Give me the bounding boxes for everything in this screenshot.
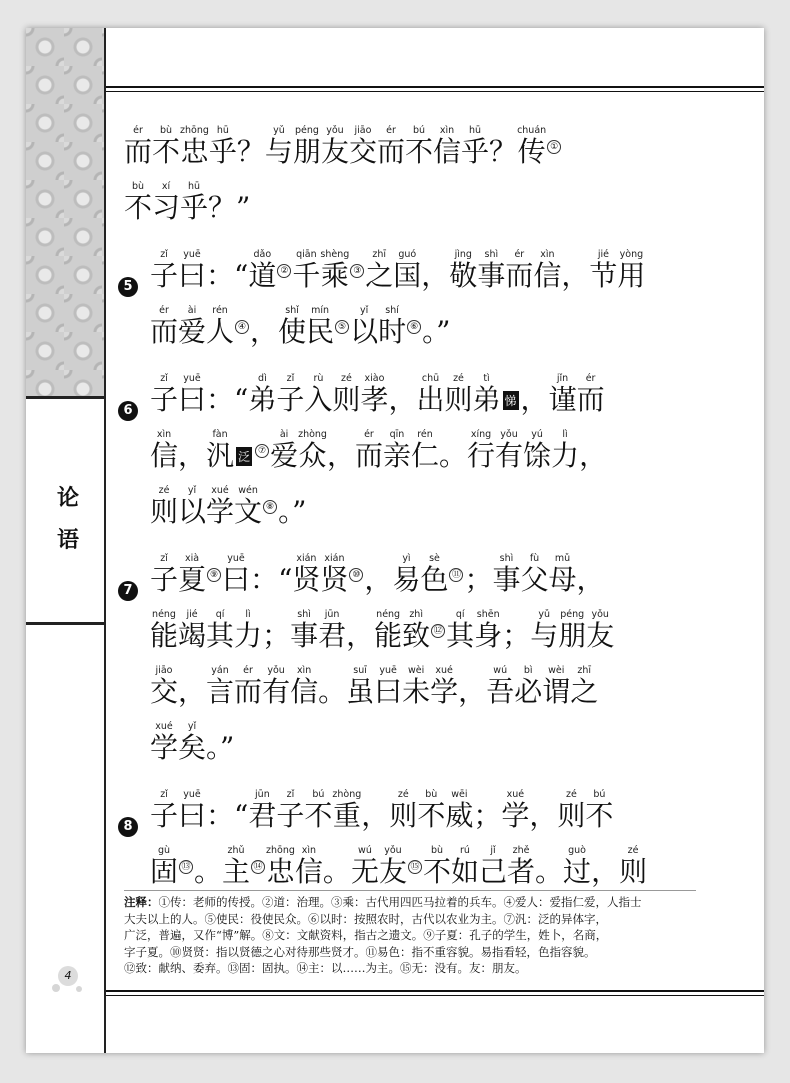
- character-with-pinyin: 则zé: [332, 373, 361, 416]
- character-with-pinyin: 重zhòng: [332, 789, 362, 832]
- character-with-pinyin: 无wú: [350, 845, 379, 888]
- character-with-pinyin: 夏xià: [178, 553, 207, 596]
- character-with-pinyin: 其qí: [206, 609, 235, 652]
- character-with-pinyin: 爱ài: [178, 305, 207, 348]
- character-with-pinyin: 节jié: [589, 249, 618, 292]
- character-with-pinyin: 而ér: [576, 373, 605, 416]
- character-with-pinyin: 君jūn: [318, 609, 347, 652]
- character-with-pinyin: 不bú: [304, 789, 333, 832]
- top-rule: [106, 86, 764, 88]
- character-with-pinyin: 忠zhōng: [266, 845, 295, 888]
- character-with-pinyin: 事shì: [492, 553, 521, 596]
- character-with-pinyin: 不bú: [585, 789, 614, 832]
- character-with-pinyin: 贤xián: [292, 553, 321, 596]
- character-with-pinyin: 友yǒu: [320, 125, 349, 168]
- punctuation: ？: [489, 135, 518, 168]
- character-with-pinyin: 事shì: [290, 609, 319, 652]
- margin-rule: [26, 622, 104, 625]
- footnote-marker: ⑨: [207, 568, 221, 582]
- footnote-marker: ⑪: [449, 568, 463, 582]
- character-with-pinyin: 弟tì: [472, 373, 501, 416]
- annotation-line: 大夫以上的人。⑤使民：役使民众。⑥以时：按照农时，古代以农业为主。⑦汎：泛的异体字，: [124, 911, 607, 926]
- character-with-pinyin: 入rù: [304, 373, 333, 416]
- variant-character: 悌: [503, 391, 519, 410]
- passage: [124, 372, 724, 540]
- character-with-pinyin: 使shǐ: [278, 305, 307, 348]
- character-with-pinyin: 时shí: [378, 305, 407, 348]
- page-number: 4: [58, 966, 78, 986]
- character-with-pinyin: 习xí: [152, 181, 181, 224]
- character-with-pinyin: 信xìn: [433, 125, 462, 168]
- top-rule: [106, 91, 764, 92]
- book-page: [26, 28, 764, 1053]
- text-line: [124, 664, 724, 720]
- character-with-pinyin: 己jǐ: [479, 845, 508, 888]
- passage-number: 7: [118, 581, 138, 601]
- footnote-marker: ⑩: [349, 568, 363, 582]
- character-with-pinyin: 而ér: [376, 125, 405, 168]
- punctuation: ，: [346, 619, 375, 652]
- punctuation: ？: [236, 135, 265, 168]
- character-with-pinyin: 必bì: [514, 665, 543, 708]
- character-with-pinyin: 交jiāo: [150, 665, 179, 708]
- annotations: [124, 890, 696, 977]
- punctuation: ：: [250, 563, 279, 596]
- character-with-pinyin: 子zǐ: [150, 249, 179, 292]
- character-with-pinyin: 之zhī: [570, 665, 599, 708]
- character-with-pinyin: 馀yú: [523, 429, 552, 472]
- character-with-pinyin: 爱ài: [270, 429, 299, 472]
- punctuation: ，: [326, 439, 355, 472]
- decorative-dot: [76, 986, 82, 992]
- passage-number: 5: [118, 277, 138, 297]
- character-with-pinyin: 子zǐ: [276, 789, 305, 832]
- character-with-pinyin: 与yǔ: [530, 609, 559, 652]
- text-line: [124, 788, 724, 844]
- character-with-pinyin: 朋péng: [558, 609, 587, 652]
- text-line: [124, 124, 724, 180]
- character-with-pinyin: 之zhī: [365, 249, 394, 292]
- character-with-pinyin: 身shēn: [474, 609, 503, 652]
- footnote-marker: ⑭: [251, 860, 265, 874]
- footnote-marker: ⑮: [408, 860, 422, 874]
- footnote-marker: ②: [277, 264, 291, 278]
- character-with-pinyin: 贤xián: [320, 553, 349, 596]
- character-with-pinyin: 其qí: [446, 609, 475, 652]
- character-with-pinyin: 友yǒu: [586, 609, 615, 652]
- punctuation: ，: [579, 439, 608, 472]
- footnote-marker: ④: [235, 320, 249, 334]
- punctuation: ，: [591, 855, 620, 888]
- footnote-marker: ⑦: [255, 444, 269, 458]
- character-with-pinyin: 过guò: [563, 845, 592, 888]
- annotation-line: 字子夏。⑩贤贤：指以贤德之心对待那些贤才。⑪易色：指不重容貌。易指看轻，色指容貌。: [124, 944, 596, 959]
- punctuation: ；: [464, 563, 493, 596]
- character-with-pinyin: 而ér: [124, 125, 153, 168]
- character-with-pinyin: 道dǎo: [248, 249, 277, 292]
- punctuation: ；: [262, 619, 291, 652]
- book-title-char: 语: [56, 528, 79, 553]
- character-with-pinyin: 信xìn: [150, 429, 179, 472]
- character-with-pinyin: 民mín: [306, 305, 335, 348]
- text-line: [124, 304, 724, 360]
- punctuation: 。: [318, 675, 347, 708]
- character-with-pinyin: 仁rén: [410, 429, 439, 472]
- character-with-pinyin: 谨jǐn: [548, 373, 577, 416]
- punctuation: 。: [194, 855, 223, 888]
- punctuation: 。”: [206, 731, 235, 764]
- annotations-label: 注释：: [124, 895, 159, 909]
- passage: [124, 788, 724, 900]
- character-with-pinyin: 易yì: [392, 553, 421, 596]
- character-with-pinyin: 学xué: [430, 665, 459, 708]
- character-with-pinyin: 子zǐ: [150, 789, 179, 832]
- punctuation: ，: [178, 439, 207, 472]
- character-with-pinyin: 不bú: [405, 125, 434, 168]
- character-with-pinyin: 能néng: [374, 609, 403, 652]
- passage: [124, 552, 724, 776]
- punctuation: ：: [206, 383, 235, 416]
- punctuation: 。”: [278, 495, 307, 528]
- character-with-pinyin: 与yǔ: [264, 125, 293, 168]
- text-line: [124, 608, 724, 664]
- character-with-pinyin: 汎fàn: [206, 429, 235, 472]
- character-with-pinyin: 未wèi: [402, 665, 431, 708]
- character-with-pinyin: 不bù: [422, 845, 451, 888]
- character-with-pinyin: 国guó: [393, 249, 422, 292]
- punctuation: ，: [361, 799, 390, 832]
- footnote-marker: ⑬: [179, 860, 193, 874]
- character-with-pinyin: 学xué: [206, 485, 235, 528]
- bottom-rule: [106, 990, 764, 992]
- footnote-marker: ③: [350, 264, 364, 278]
- character-with-pinyin: 母mǔ: [548, 553, 577, 596]
- character-with-pinyin: 学xué: [150, 721, 179, 764]
- punctuation: ，: [364, 563, 393, 596]
- main-text: [124, 124, 724, 900]
- character-with-pinyin: 力lì: [551, 429, 580, 472]
- character-with-pinyin: 子zǐ: [276, 373, 305, 416]
- character-with-pinyin: 不bù: [417, 789, 446, 832]
- variant-character: 泛: [236, 447, 252, 466]
- text-line: [124, 248, 724, 304]
- character-with-pinyin: 用yòng: [617, 249, 646, 292]
- character-with-pinyin: 曰yuē: [178, 789, 207, 832]
- character-with-pinyin: 主zhǔ: [222, 845, 251, 888]
- text-line: [124, 180, 724, 236]
- punctuation: ；: [473, 799, 502, 832]
- character-with-pinyin: 矣yǐ: [178, 721, 207, 764]
- character-with-pinyin: 交jiāo: [348, 125, 377, 168]
- punctuation: 。: [535, 855, 564, 888]
- character-with-pinyin: 者zhě: [507, 845, 536, 888]
- text-line: [124, 484, 724, 540]
- text-line: [124, 552, 724, 608]
- margin-rule: [26, 396, 104, 399]
- character-with-pinyin: 则zé: [619, 845, 648, 888]
- passage: [124, 248, 724, 360]
- punctuation: ，: [576, 563, 605, 596]
- character-with-pinyin: 乎hū: [208, 125, 237, 168]
- character-with-pinyin: 众zhòng: [298, 429, 327, 472]
- footnote-marker: ①: [547, 140, 561, 154]
- punctuation: ，: [520, 383, 549, 416]
- character-with-pinyin: 吾wú: [486, 665, 515, 708]
- character-with-pinyin: 信xìn: [294, 845, 323, 888]
- character-with-pinyin: 友yǒu: [378, 845, 407, 888]
- character-with-pinyin: 则zé: [444, 373, 473, 416]
- text-line: [124, 428, 724, 484]
- punctuation: 。: [439, 439, 468, 472]
- character-with-pinyin: 亲qīn: [382, 429, 411, 472]
- character-with-pinyin: 有yǒu: [262, 665, 291, 708]
- annotation-line: ⑫致：献纳、委弃。⑬固：固执。⑭主：以……为主。⑮无：没有。友：朋友。: [124, 961, 527, 975]
- character-with-pinyin: 千qiān: [292, 249, 321, 292]
- character-with-pinyin: 事shì: [477, 249, 506, 292]
- character-with-pinyin: 如rú: [450, 845, 479, 888]
- character-with-pinyin: 曰yuē: [222, 553, 251, 596]
- book-title-char: 论: [56, 486, 79, 511]
- footnote-marker: ⑫: [431, 624, 445, 638]
- annotation-line: ①传：老师的传授。②道：治理。③乘：古代用四匹马拉着的兵车。④爱人：爱指仁爱，人指士: [158, 895, 642, 909]
- character-with-pinyin: 朋péng: [292, 125, 321, 168]
- footnote-marker: ⑧: [263, 500, 277, 514]
- character-with-pinyin: 文wén: [234, 485, 263, 528]
- punctuation: ，: [421, 259, 450, 292]
- punctuation: “: [278, 563, 293, 596]
- character-with-pinyin: 言yán: [206, 665, 235, 708]
- character-with-pinyin: 而ér: [150, 305, 179, 348]
- character-with-pinyin: 学xué: [501, 789, 530, 832]
- punctuation: “: [234, 799, 249, 832]
- punctuation: ？”: [208, 191, 251, 224]
- character-with-pinyin: 有yǒu: [495, 429, 524, 472]
- character-with-pinyin: 曰yuē: [178, 373, 207, 416]
- punctuation: 。”: [422, 315, 451, 348]
- punctuation: ：“: [206, 259, 249, 292]
- character-with-pinyin: 则zé: [557, 789, 586, 832]
- footnote-marker: ⑤: [335, 320, 349, 334]
- decorative-dot: [52, 984, 60, 992]
- character-with-pinyin: 人rén: [206, 305, 235, 348]
- character-with-pinyin: 弟dì: [248, 373, 277, 416]
- passage: [124, 124, 724, 236]
- punctuation: ，: [458, 675, 487, 708]
- book-title: [48, 478, 88, 562]
- character-with-pinyin: 曰yuē: [374, 665, 403, 708]
- character-with-pinyin: 父fù: [520, 553, 549, 596]
- character-with-pinyin: 威wēi: [445, 789, 474, 832]
- margin-line: [104, 28, 106, 1053]
- character-with-pinyin: 敬jìng: [449, 249, 478, 292]
- character-with-pinyin: 信xìn: [533, 249, 562, 292]
- character-with-pinyin: 力lì: [234, 609, 263, 652]
- decorative-pattern: [26, 28, 106, 396]
- character-with-pinyin: 谓wèi: [542, 665, 571, 708]
- character-with-pinyin: 能néng: [150, 609, 179, 652]
- punctuation: ，: [250, 315, 279, 348]
- character-with-pinyin: 则zé: [150, 485, 179, 528]
- character-with-pinyin: 子zǐ: [150, 553, 179, 596]
- character-with-pinyin: 子zǐ: [150, 373, 179, 416]
- character-with-pinyin: 竭jié: [178, 609, 207, 652]
- character-with-pinyin: 孝xiào: [360, 373, 389, 416]
- character-with-pinyin: 不bù: [152, 125, 181, 168]
- character-with-pinyin: 虽suī: [346, 665, 375, 708]
- character-with-pinyin: 乎hū: [180, 181, 209, 224]
- character-with-pinyin: 色sè: [420, 553, 449, 596]
- text-line: [124, 720, 724, 776]
- character-with-pinyin: 而ér: [505, 249, 534, 292]
- character-with-pinyin: 则zé: [389, 789, 418, 832]
- character-with-pinyin: 不bù: [124, 181, 153, 224]
- bottom-rule: [106, 995, 764, 996]
- text-line: [124, 372, 724, 428]
- passage-number: 6: [118, 401, 138, 421]
- punctuation: ，: [178, 675, 207, 708]
- character-with-pinyin: 而ér: [354, 429, 383, 472]
- punctuation: ；: [502, 619, 531, 652]
- footnote-marker: ⑥: [407, 320, 421, 334]
- character-with-pinyin: 以yǐ: [178, 485, 207, 528]
- character-with-pinyin: 乘shèng: [320, 249, 350, 292]
- character-with-pinyin: 而ér: [234, 665, 263, 708]
- character-with-pinyin: 忠zhōng: [180, 125, 209, 168]
- punctuation: ：: [206, 799, 235, 832]
- character-with-pinyin: 出chū: [416, 373, 445, 416]
- character-with-pinyin: 固gù: [150, 845, 179, 888]
- character-with-pinyin: 曰yuē: [178, 249, 207, 292]
- character-with-pinyin: 传chuán: [517, 125, 547, 168]
- character-with-pinyin: 乎hū: [461, 125, 490, 168]
- passage-number: 8: [118, 817, 138, 837]
- punctuation: ，: [529, 799, 558, 832]
- punctuation: “: [234, 383, 249, 416]
- character-with-pinyin: 行xíng: [467, 429, 496, 472]
- annotation-line: 广泛，普遍，又作“博”解。⑧文：文献资料，指古之遗文。⑨子夏：孔子的学生，姓卜，名商，: [124, 928, 608, 942]
- character-with-pinyin: 君jūn: [248, 789, 277, 832]
- character-with-pinyin: 以yǐ: [350, 305, 379, 348]
- punctuation: ，: [561, 259, 590, 292]
- character-with-pinyin: 信xìn: [290, 665, 319, 708]
- character-with-pinyin: 致zhì: [402, 609, 431, 652]
- punctuation: ，: [388, 383, 417, 416]
- punctuation: 。: [322, 855, 351, 888]
